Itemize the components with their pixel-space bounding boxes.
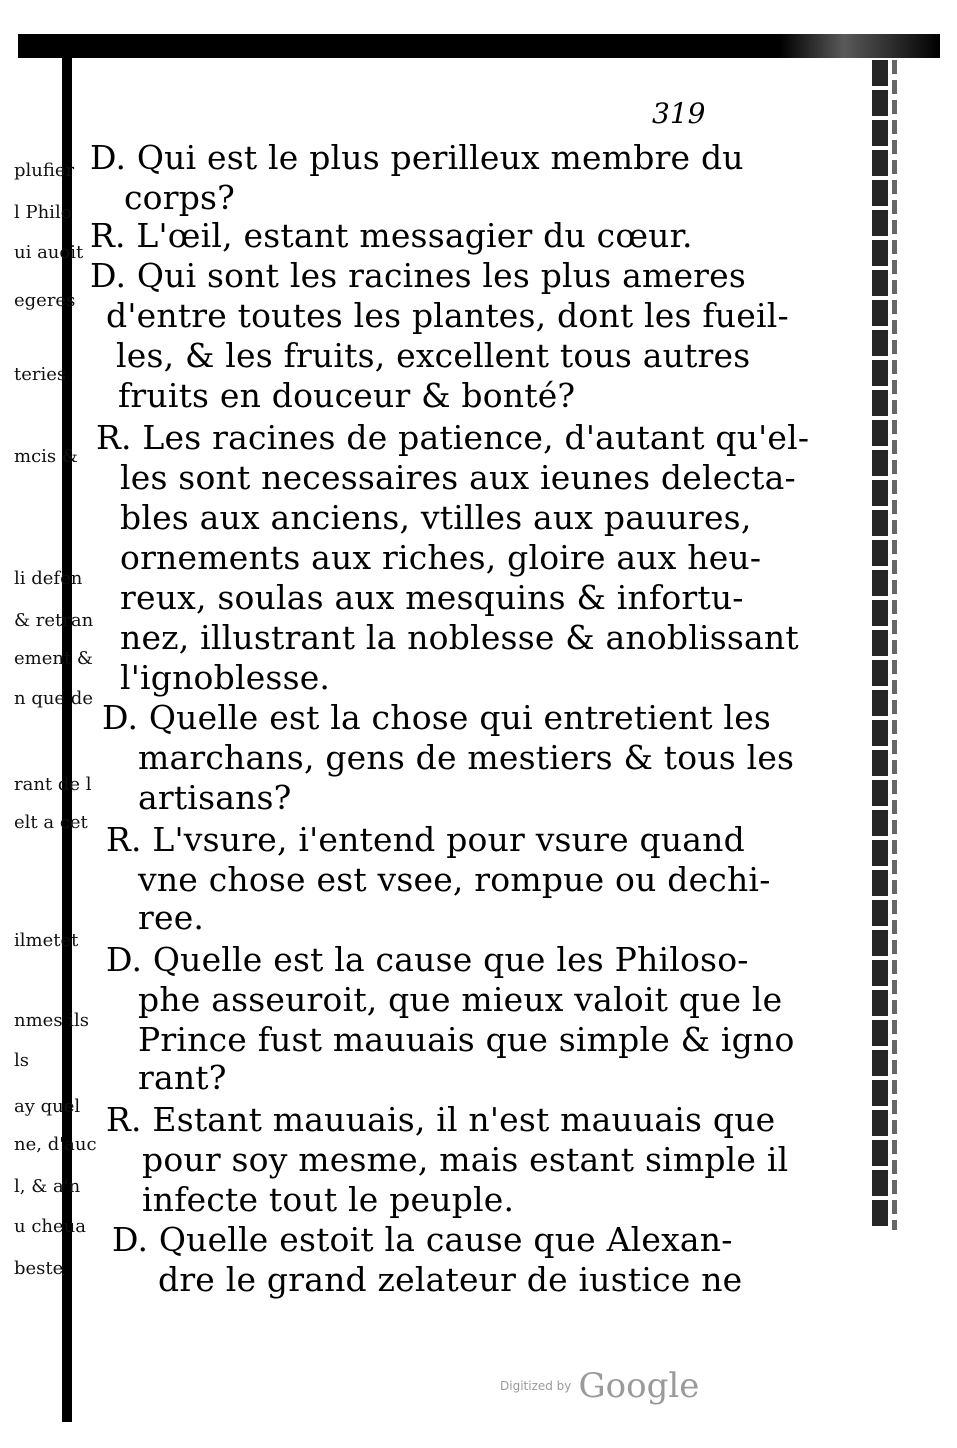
text-line: bles aux anciens, vtilles aux pauures, bbox=[120, 498, 752, 537]
margin-fragment: li defen bbox=[14, 568, 83, 589]
text-line: phe asseuroit, que mieux valoit que le bbox=[138, 980, 783, 1019]
margin-fragment: & retran bbox=[14, 610, 94, 631]
text-line: D. Qui est le plus perilleux membre du bbox=[90, 138, 744, 177]
text-line: R. Estant mauuais, il n'est mauuais que bbox=[106, 1100, 776, 1139]
text-line: pour soy mesme, mais estant simple il bbox=[142, 1140, 789, 1179]
page-number: 319 bbox=[652, 97, 706, 130]
text-line: R. Les racines de patience, d'autant qu'el- bbox=[96, 418, 810, 457]
text-line: les sont necessaires aux ieunes delecta- bbox=[120, 458, 796, 497]
margin-fragment: teries bbox=[14, 364, 67, 385]
text-line: ornements aux riches, gloire aux heu- bbox=[120, 538, 762, 577]
margin-fragment: nmes ils bbox=[14, 1010, 90, 1031]
text-line: ree. bbox=[138, 898, 205, 937]
watermark-brand: Google bbox=[578, 1366, 700, 1406]
margin-fragment: ne, d'auc bbox=[14, 1134, 97, 1155]
text-line: R. L'œil, estant messagier du cœur. bbox=[90, 216, 693, 255]
text-line: fruits en douceur & bonté? bbox=[118, 376, 576, 415]
margin-fragment: elt a cet bbox=[14, 812, 88, 833]
margin-fragment: u cheua bbox=[14, 1216, 86, 1237]
margin-fragment: ui auoit bbox=[14, 242, 84, 263]
text-line: infecte tout le peuple. bbox=[142, 1180, 515, 1219]
top-scan-bar-edge bbox=[780, 34, 940, 58]
margin-fragment: l Philo bbox=[14, 202, 72, 223]
text-line: reux, soulas aux mesquins & infortu- bbox=[120, 578, 744, 617]
text-line: D. Qui sont les racines les plus ameres bbox=[90, 256, 747, 295]
text-line: rant? bbox=[138, 1058, 227, 1097]
text-line: Prince fust mauuais que simple & igno bbox=[138, 1020, 795, 1059]
margin-fragment: ay quel bbox=[14, 1096, 81, 1117]
text-line: R. L'vsure, i'entend pour vsure quand bbox=[106, 820, 745, 859]
margin-fragment: mcis & bbox=[14, 446, 78, 467]
watermark-prefix: Digitized by bbox=[500, 1379, 572, 1393]
margin-fragment: ilmetet bbox=[14, 930, 79, 951]
margin-fragment: egeres bbox=[14, 290, 76, 311]
text-line: marchans, gens de mestiers & tous les bbox=[138, 738, 795, 777]
text-line: dre le grand zelateur de iustice ne bbox=[158, 1260, 743, 1299]
right-page-edge-inner bbox=[892, 60, 897, 1230]
text-line: vne chose est vsee, rompue ou dechi- bbox=[138, 860, 771, 899]
margin-fragment: plufier bbox=[14, 160, 75, 181]
margin-fragment: ls bbox=[14, 1050, 29, 1071]
text-line: D. Quelle est la cause que les Philoso- bbox=[106, 940, 749, 979]
text-line: artisans? bbox=[138, 778, 292, 817]
right-page-edge bbox=[872, 60, 888, 1230]
margin-fragment: ement & bbox=[14, 648, 93, 669]
digitized-watermark bbox=[500, 1366, 699, 1406]
text-line: d'entre toutes les plantes, dont les fueil- bbox=[106, 296, 789, 335]
margin-fragment: l, & a'n bbox=[14, 1176, 81, 1197]
margin-fragment: rant de l bbox=[14, 774, 92, 795]
text-line: D. Quelle estoit la cause que Alexan- bbox=[112, 1220, 733, 1259]
margin-fragment: beste bbox=[14, 1258, 64, 1279]
text-line: corps? bbox=[124, 178, 236, 217]
text-line: l'ignoblesse. bbox=[120, 658, 331, 697]
text-line: nez, illustrant la noblesse & anoblissant bbox=[120, 618, 799, 657]
margin-fragment: n que de bbox=[14, 688, 93, 709]
text-line: les, & les fruits, excellent tous autres bbox=[116, 336, 751, 375]
text-line: D. Quelle est la chose qui entretient les bbox=[102, 698, 772, 737]
